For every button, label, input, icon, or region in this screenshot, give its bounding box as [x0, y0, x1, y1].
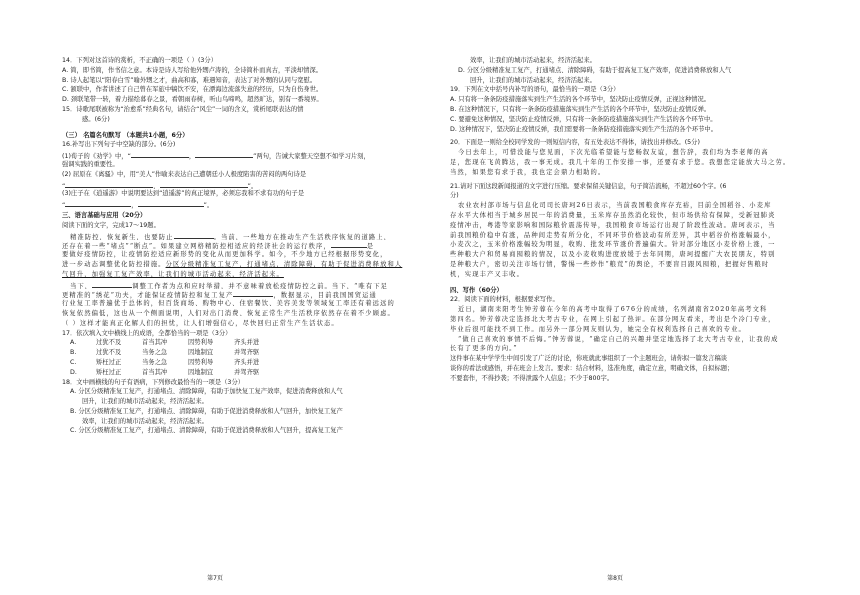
- q14-option-d: D. 颈联笔带一转，着力描绘暮春之景，看朝雨春树，听山鸟啼鸣，超然旷达，别有一番境界。: [62, 96, 323, 104]
- writing-requirement: 这件事在某中学学生中间引发了广泛的讨论，你班就此事组织了一个主题班会，请你拟一篇发言稿谈: [450, 355, 728, 363]
- q20-message: [450, 148, 802, 177]
- passage-text: 更精准的“绣花”功夫，才能保证疫情防控和复工复产: [62, 292, 234, 300]
- passage-text: 行业复工率普遍优于总体的，但百货商场、购物中心、住宿餐饮、美容美发等领域复工率还有着远远的: [62, 300, 395, 308]
- q18-option-c-line2: 效率，让我们的城市活动起来，经济活起来。: [470, 57, 596, 64]
- writing-section-title: 四、写作（60分）: [450, 286, 503, 294]
- passage-text: 进一步动态调整优化防控措施。: [62, 260, 166, 268]
- section-language-title: 三、语言基础与应用（20分）: [62, 211, 147, 219]
- q17-option-b: [62, 348, 414, 358]
- q19-option-a: A. 只有将一条条防疫措施落实到生产生活的各个环节中，坚决防止疫情反弹，正视这种情况。: [450, 96, 711, 104]
- section3-title: （三） 名篇名句默写 （本题共1小题，6分）: [62, 131, 189, 139]
- answer-blank[interactable]: [174, 231, 214, 239]
- q17-stem: 17．依次填入文中横线上的成语，全都恰当的一项是（3分）: [62, 329, 232, 337]
- q18-option-b-line1: B. 分区分级精准复工复产，打通堵点、清除障碍，有助于促进消费释放和人气回升，加快复工复产: [70, 407, 343, 415]
- option-word: 并驾齐驱: [234, 349, 260, 357]
- q16-item1-b: ，: [188, 153, 196, 160]
- option-word: 过犹不及: [96, 349, 122, 357]
- q21-news: [450, 201, 802, 279]
- material-text: 毕业后很可能找不到工作。而另外一部分网友则认为，她完全有权利选择自己喜欢的专业。: [450, 325, 746, 333]
- option-word: 当务之急: [142, 349, 168, 357]
- news-text: 前我国粮价稳中有涨，品种间走势有所分化，不同环节价格波动有所差异，其中稻谷价格涨幅最小，: [450, 231, 776, 239]
- material-text: 第四名。钟芳蓉决定选择北大考古专业，在网上引起了热评。在部分网友看来，考出是个冷门专业，: [450, 315, 776, 323]
- news-text: 小麦次之，玉米价格涨幅较为明显，收购、批发环节涨价普遍偏大。针对部分地区小麦价格上涨，一: [450, 241, 776, 249]
- underlined-sentence: 分区分级精准复工复产，打通堵点，清除障碍，有助于促进消费释放和人: [165, 260, 403, 268]
- q17-option-a: [62, 338, 414, 348]
- option-word: 过犹不及: [96, 339, 122, 347]
- q16-item3-c: ，: [131, 202, 138, 209]
- q18-option-a-line2: 回升，让我们的城市活动起来，经济活起来。: [82, 398, 208, 406]
- q18-option-d-line1: D. 分区分级精准复工复产，打通堵点、清除障碍，有助于提高复工复产效率，促进消费释放和人气: [458, 66, 732, 74]
- q15-line1: 15．诗歌尾联被称为“治愈系”经典名句，请结合“风尘”一词的含义，赏析尾联表达的情: [62, 105, 304, 113]
- q16-item2-a: (2) 屈原在《离骚》中，用“美人”作喻来表达自己遭朝廷小人极度陷害的苦闷的两句诗是: [62, 170, 307, 178]
- option-word: 因势利导: [188, 358, 214, 366]
- q18-option-c-line1: C. 分区分级精准复工复产，打通堵点、清除障碍，有助于促进消费释放和人气回升，提高复工复产: [70, 427, 343, 435]
- option-word: 当务之急: [142, 358, 168, 366]
- q18-stem: 18．文中画横线的句子有语病，下列修改最恰当的一项是（3分）: [62, 378, 245, 386]
- news-text: 机，实现丰产又丰收。: [450, 270, 524, 278]
- option-letter: A.: [70, 339, 77, 347]
- q16-item3: [62, 199, 414, 209]
- writing-requirement: 不要套作，不得抄袭；不得泄露个人信息；不少于800字。: [450, 374, 614, 382]
- q16-item3-a: (3)庄子在《逍遥游》中说明要达到“逍遥游”的真正境界，必须忘我和不求有功的句子是: [62, 190, 305, 198]
- answer-blank[interactable]: [131, 150, 189, 158]
- writing-material: [450, 305, 802, 354]
- q16-item2-b: “: [62, 182, 66, 190]
- material-text: 长有了更多的方向。”: [450, 345, 518, 353]
- page-number: 第7页: [207, 575, 223, 582]
- message-text: 今日去年上，可惜没能与您见面，下次光临希望能与您畅叙友谊，想告辞，我们均为李老师的高: [458, 149, 769, 157]
- option-word: 矫枉过正: [96, 368, 122, 376]
- option-word: 因地制宜: [188, 349, 214, 357]
- passage-text: ，数据显示，目前我国国贸运通: [273, 292, 377, 300]
- passage-text: 恢复依然偏低，这也从一个侧面说明，人们对出门消费、恢复正常生产生活秩序依然存在着不少顾虑。: [62, 309, 395, 317]
- option-word: 齐头并进: [234, 339, 260, 347]
- answer-blank[interactable]: [92, 280, 132, 288]
- q16-item1-d: 强调实践的重要性。: [62, 160, 119, 168]
- news-text: 农业农村部市场与信息化司司长唐珂26日表示，当前我国粮食库存充裕，目前全国稻谷、小麦库: [458, 202, 772, 210]
- q19-stem: 19．下列在文中括号内补写的语句，最恰当的一项是（3分）: [450, 86, 620, 94]
- q21-stem: 21.请对下面这段新闻报道的文字进行压缩。要求保留关键信息，句子简洁流畅，不超过60个字。(6: [450, 182, 727, 190]
- q19-option-d: D. 这种情况下，坚决防止疫情反弹，我们需要将一条条防疫措施落实到生产生活的各个环节中。: [450, 125, 718, 133]
- news-text: 存水平大体相当于城乡居民一年的消费量，玉米库存虽然消化较快，但市场供给有保障，受新冠肺炎: [450, 211, 776, 219]
- q17-option-d: [62, 368, 414, 378]
- q18-option-a-line1: A. 分区分级精准复工复产，打通堵点、清除障碍，有助于加快复工复产效率，促进消费释放和人气: [70, 388, 343, 396]
- option-letter: C.: [70, 358, 77, 366]
- q19-option-b: B. 在这种情况下，只有将一条条防疫措施落实到生产生活的各个环节中，坚决防止疫情反弹。: [450, 105, 711, 113]
- passage-text: 当下，: [70, 282, 93, 290]
- q16-item3-d: ”。: [203, 202, 214, 209]
- q20-stem: 20．下面是一则给全校同学发的一则短信内容，有五处表达不得体，请找出并修改。(5分): [450, 139, 700, 147]
- answer-blank[interactable]: [195, 150, 253, 158]
- news-text: 是种粮大户，密切关注市场行情，警惕一些炒作“粮荒”的舆论，不要盲目跟风囤粮，把握好售粮时: [450, 260, 770, 268]
- material-text: “做自己喜欢的事情不后悔。”钟芳蓉说，“确定自己的兴趣并坚定地选择了北大考古专业，让我的成: [458, 335, 779, 343]
- page-8-content: [450, 56, 802, 384]
- q22-stem: 22．阅读下面的材料，根据要求写作。: [450, 296, 559, 304]
- q18-option-d-line2: 回升，让我们的城市活动起来，经济活起来。: [470, 76, 596, 84]
- q16-item2: [62, 180, 414, 190]
- q16-item1: [62, 150, 414, 160]
- option-word: 因地制宜: [188, 368, 214, 376]
- q14-stem: 14．下列对这首诗的赏析，不正确的一项是（ ）(3分）: [62, 57, 218, 64]
- passage-text: 精准防控，恢复新生，也要防止: [70, 233, 174, 241]
- q17-option-c: [62, 358, 414, 368]
- q16-item1-c: ”两句，告诫大家整天空想不如学习片刻，: [253, 153, 370, 160]
- option-word: 首当其冲: [142, 368, 168, 376]
- option-word: 首当其冲: [142, 339, 168, 347]
- q15-line2: 感。(6分): [82, 115, 110, 123]
- q16-item2-d: ”。: [247, 182, 258, 190]
- message-text: 足，您现在飞黄腾达，我一事无成。我几十年的工作安排一事，还要有求于您。我想您定能放大马之劳。: [450, 158, 791, 166]
- passage-text: 是: [366, 243, 375, 251]
- q14-option-b: B. 诗人起笔以“阳春白雪”喻外甥之才，曲高和寡，难遇知音，表达了对外甥的认同与宽慰。: [62, 76, 317, 84]
- option-word: 矫枉过正: [96, 358, 122, 366]
- passage-text: 。当前，一些地方在推动生产生活秩序恢复的道路上，: [213, 233, 392, 241]
- message-text: 当然，如果您有求于我，我也定会鼎力相助的。: [450, 168, 606, 176]
- news-text: 些种粮大户和贸易商囤粮的情况，以及小麦收购进度放缓于去年同期，唐珂提醒广大农民朋友，特别: [450, 251, 776, 259]
- answer-blank[interactable]: [233, 289, 273, 297]
- writing-requirement: 谈你的看法或感悟，并在班会上发言。要求：结合材料，选准角度，确定立意，明确文体，自拟标题；: [450, 364, 734, 372]
- q16-item1-a: (1)荀子的《劝学》中，“: [62, 153, 131, 160]
- news-text: 疫情冲击，粤港等家影响和国际粮价震荡传导，我国粮食市场运行出现了阶段性波动。唐珂表示，当: [450, 221, 776, 229]
- q16-item3-b: “: [62, 202, 66, 209]
- answer-blank[interactable]: [160, 180, 248, 188]
- option-letter: B.: [70, 349, 77, 357]
- answer-blank[interactable]: [65, 180, 153, 188]
- option-word: 齐头并进: [234, 358, 260, 366]
- underlined-sentence: 气回升，加强复工复产效率，让我们的城市活动起来，经济活起来。: [62, 270, 284, 278]
- option-word: 并驾齐驱: [234, 368, 260, 376]
- q19-option-c: C. 要避免这种情况，坚决防止疫情反弹，只有将一条条防疫措施落实到生产生活的各个环节中。: [450, 115, 717, 123]
- passage-text: 调整工作者为点和应时举措，并不意味着放松疫情防控之前。当下，“唯有下足: [132, 282, 389, 290]
- passage-text: 要做好疫情防控，让疫情防控适应新形势的变化从而更加科学。如今，不少地方已经根据形势变化，: [62, 251, 388, 259]
- page-7-content: [62, 56, 414, 436]
- page-8: [430, 0, 860, 595]
- answer-blank[interactable]: [331, 240, 367, 248]
- reading-intro: 阅读下面的文字，完成17～19题。: [62, 221, 160, 229]
- q21-stem-cont: 分): [450, 192, 459, 200]
- q18-option-b-line2: 效率，让我们的城市活动起来，经济活起来。: [82, 417, 208, 425]
- page-number: 第8页: [607, 575, 623, 582]
- q16-stem: 16.补写出下列句子中空缺的部分。(6分): [62, 141, 176, 149]
- passage-text: 还存在着一些“堵点”“断点”。如果建立网格精防控相适应的经济社会的运行秩序，: [62, 243, 331, 251]
- q14-option-c: C. 颔联中，作者讲述了自己曾在军旅中犒饮不安，在漂海边流落失意的经历，只为自伤身世。: [62, 86, 323, 94]
- answer-blank[interactable]: [65, 199, 131, 207]
- option-letter: D.: [70, 368, 77, 376]
- answer-blank[interactable]: [138, 199, 204, 207]
- passage-paragraph-1: [62, 231, 414, 280]
- q14-option-a: A. 简，即书简，作书信之意。本诗是诗人写给他外甥卢涛的，全诗简朴而真古，平淡却情深。: [62, 66, 323, 74]
- material-text: 近日，湖南耒阳考生钟芳蓉在今年的高考中取得了676分的成绩，名列湖南省2020年高考文科: [458, 306, 768, 314]
- option-word: 因势利导: [188, 339, 214, 347]
- passage-paragraph-2: [62, 280, 414, 329]
- q16-item2-c: ，: [153, 182, 160, 190]
- passage-text: （ ）这样才能真正化解人们的担忧，让人们增强信心，尽快回归正常生产生活状态。: [62, 319, 339, 327]
